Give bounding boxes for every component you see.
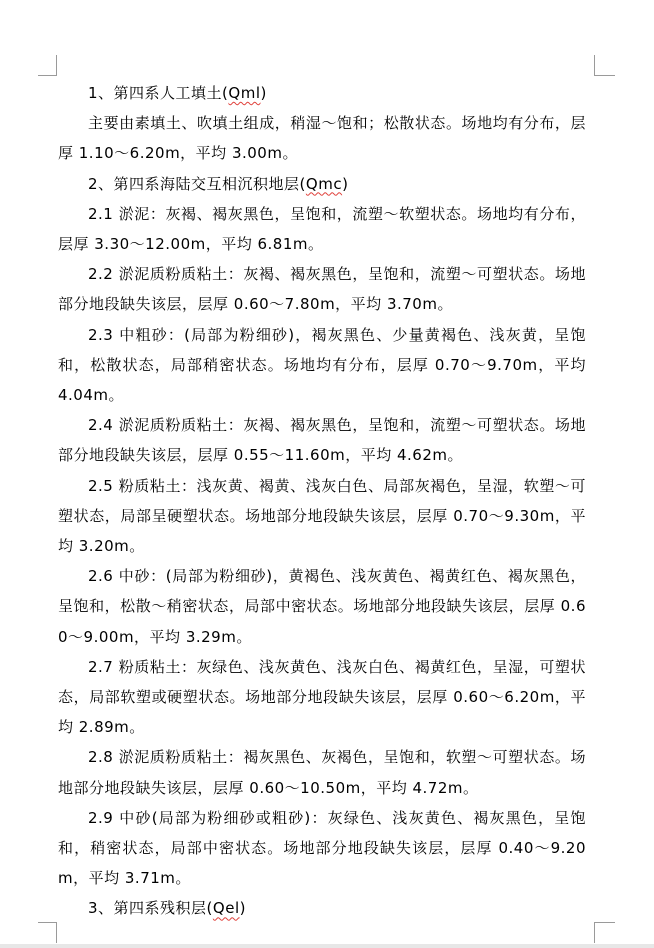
spellcheck-word[interactable]: Qml	[228, 84, 261, 102]
heading-suffix: )	[239, 899, 246, 918]
heading-fill-soil[interactable]	[58, 78, 586, 108]
paragraph[interactable]: 2.3 中粗砂：(局部为粉细砂)，褐灰黑色、少量黄褐色、浅灰黄，呈饱和，松散状态，局部稍密状态。场地均有分布，层厚 0.70～9.70m，平均 4.04m。	[58, 325, 586, 405]
heading-suffix: )	[260, 84, 267, 102]
spellcheck-word[interactable]: Qel	[212, 899, 240, 918]
paragraph[interactable]: 2.2 淤泥质粉质粘土：灰褐、褐灰黑色，呈饱和，流塑～可塑状态。场地部分地段缺失该层，层厚 0.60～7.80m，平均 3.70m。	[58, 265, 586, 314]
paragraph[interactable]: 2.8 淤泥质粉质粘土：褐灰黑色、灰褐色，呈饱和，软塑～可塑状态。场地部分地段缺失该层，层厚 0.60～10.50m，平均 4.72m。	[58, 748, 586, 797]
heading-prefix: 3、第四系残积层(	[88, 899, 213, 918]
paragraph[interactable]: 2.5 粉质粘土：浅灰黄、褐黄、浅灰白色、局部灰褐色，呈湿，软塑～可塑状态，局部呈硬塑状态。场地部分地段缺失该层，层厚 0.70～9.30m，平均 3.20m。	[58, 476, 586, 556]
heading-prefix: 2、第四系海陆交互相沉积地层(	[88, 174, 306, 193]
spellcheck-word[interactable]: Qmc	[305, 174, 343, 193]
heading-suffix: )	[342, 174, 349, 193]
paragraph[interactable]: 2.7 粉质粘土：灰绿色、浅灰黄色、浅灰白色、褐黄红色，呈湿，可塑状态，局部软塑或硬塑状态。场地部分地段缺失该层，层厚 0.60～6.20m，平均 2.89m。	[58, 657, 586, 737]
crop-mark-bottom-left	[38, 922, 57, 943]
heading-prefix: 1、第四系人工填土(	[88, 84, 229, 102]
document-body[interactable]	[58, 78, 586, 924]
page-bottom-edge	[0, 944, 654, 948]
heading-marine-terrestrial[interactable]	[58, 169, 586, 199]
heading-residual[interactable]	[58, 893, 586, 923]
paragraph[interactable]: 主要由素填土、吹填土组成，稍湿～饱和；松散状态。场地均有分布，层厚 1.10～6.20m，平均 3.00m。	[58, 114, 586, 163]
paragraph[interactable]: 2.1 淤泥：灰褐、褐灰黑色，呈饱和，流塑～软塑状态。场地均有分布，层厚 3.30～12.00m，平均 6.81m。	[58, 204, 586, 254]
paragraph[interactable]: 2.9 中砂(局部为粉细砂或粗砂)：灰绿色、浅灰黄色、褐灰黑色，呈饱和，稍密状态，局部中密状态。场地部分地段缺失该层，层厚 0.40～9.20m，平均 3.71m。	[58, 808, 586, 888]
crop-mark-top-right	[594, 55, 615, 76]
paragraph[interactable]: 2.6 中砂：(局部为粉细砂)，黄褐色、浅灰黄色、褐黄红色、褐灰黑色，呈饱和，松散～稍密状态，局部中密状态。场地部分地段缺失该层，层厚 0.60～9.00m，平均 3.29m。	[58, 567, 586, 646]
crop-mark-top-left	[38, 55, 57, 76]
paragraph[interactable]: 2.4 淤泥质粉质粘土：灰褐、褐灰黑色，呈饱和，流塑～可塑状态。场地部分地段缺失该层，层厚 0.55～11.60m，平均 4.62m。	[58, 416, 586, 465]
crop-mark-bottom-right	[594, 922, 615, 943]
